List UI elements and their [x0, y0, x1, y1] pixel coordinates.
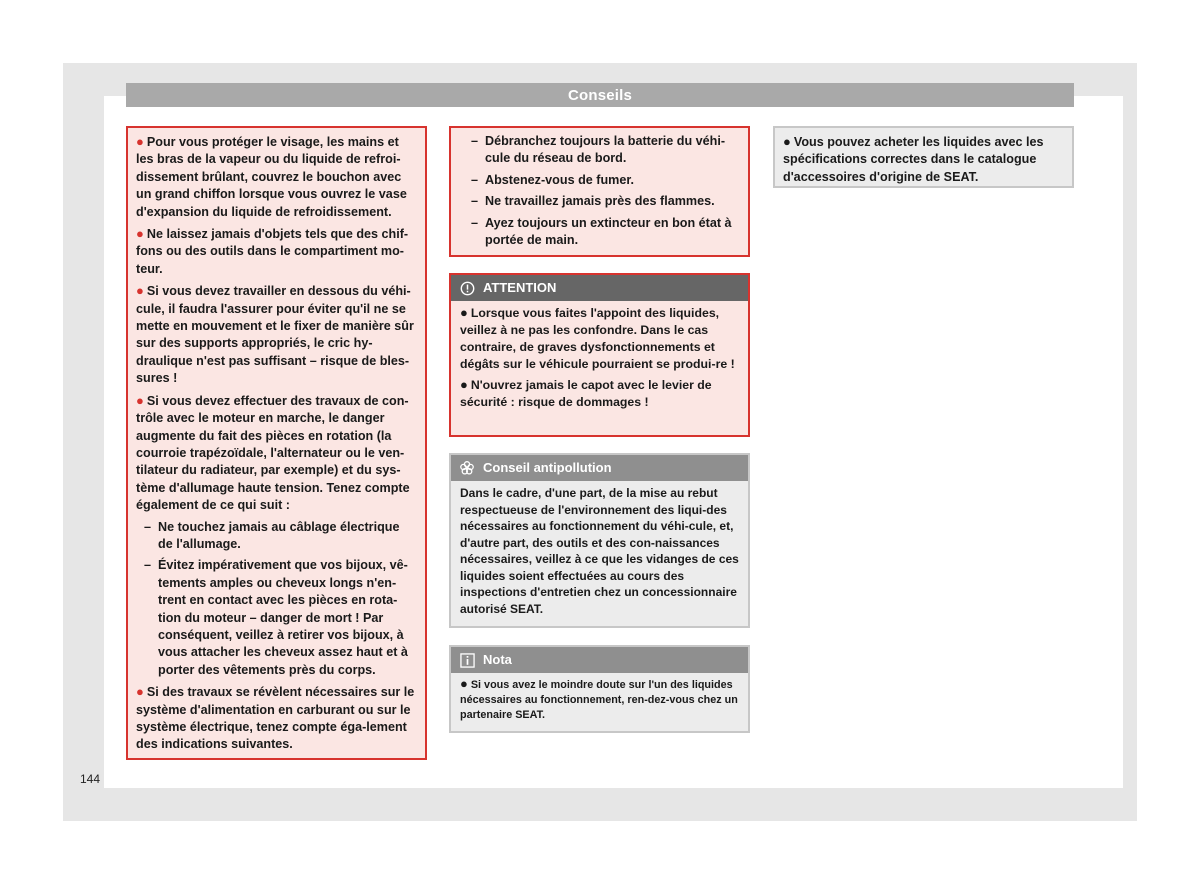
nota-title: Nota — [483, 651, 512, 667]
dash-icon: – — [471, 215, 479, 230]
section-title: Conseils — [126, 83, 1074, 107]
list-item: ● Pour vous protéger le visage, les mains et les bras de la vapeur ou du liquide de refroi-dissement brûlant, couvrez le bouchon avec un grand chiffon lorsque vous ouvrez le vase d'expansion du liquide de refroidissement. — [136, 134, 407, 219]
bullet-icon: ● — [136, 226, 144, 242]
bullet-icon: ● — [136, 392, 144, 408]
list-item: ● Si vous devez effectuer des travaux de con-trôle avec le moteur en marche, le danger augmente du fait des pièces en rotation (la courroie trapézoïdale, l'alternateur ou le ven-tilateur du radiateur, par exemple) et du sys-tème d'allumage haute tension. Tenez compte également de ce qui suit : — [136, 392, 410, 513]
bullet-icon: ● — [460, 376, 468, 392]
attention-header — [451, 275, 748, 301]
nota-header — [451, 647, 748, 673]
list-item: ● Si vous devez travailler en dessous du véhi-cule, il faudra l'assurer pour éviter qu'il ne se mette en mouvement et le fixer de manière sûr sur des supports appropriés, le cric hy-draulique n'est pas suffisant – risque de bles-sures ! — [136, 283, 414, 386]
sub-list-item: – Abstenez-vous de fumer. — [471, 172, 740, 189]
list-item: ● Vous pouvez acheter les liquides avec les spécifications correctes dans le catalogue d'accessoires d'origine de SEAT. — [783, 134, 1044, 184]
list-item: ● N'ouvrez jamais le capot avec le levier de sécurité : risque de dommages ! — [460, 376, 712, 409]
page-number: 144 — [80, 772, 101, 786]
attention-body — [451, 301, 748, 420]
environment-title: Conseil antipollution — [483, 459, 612, 475]
list-item: ● Si vous avez le moindre doute sur l'un des liquides nécessaires au fonctionnement, ren-dez-vous chez un partenaire SEAT. — [460, 676, 738, 721]
sub-list — [459, 133, 740, 249]
bullet-icon: ● — [136, 134, 144, 149]
nota-body — [451, 673, 748, 732]
dash-icon: – — [471, 134, 479, 148]
bullet-icon: ● — [783, 134, 791, 149]
sub-list — [136, 519, 417, 680]
dash-icon: – — [144, 519, 152, 534]
sub-list-item: – Débranchez toujours la batterie du véhi-cule du réseau de bord. — [471, 133, 740, 168]
info-icon — [459, 652, 475, 668]
list-item: ● Si des travaux se révèlent nécessaires sur le système d'alimentation en carburant ou sur le système électrique, tenez compte éga-lement des indications suivantes. — [136, 684, 415, 752]
bullet-icon: ● — [136, 283, 144, 299]
sub-list-item: – Évitez impérativement que vos bijoux, vê-tements amples ou cheveux longs n'en-trent en contact avec les pièces en rota-tion du moteur – danger de mort ! Par conséquent, veillez à retirer vos bijoux, à vous attacher les cheveux assez haut et à porter des vêtements près du corps. — [144, 557, 417, 679]
sub-list-item: – Ayez toujours un extincteur en bon état à portée de main. — [471, 215, 740, 250]
dash-icon: – — [144, 558, 152, 573]
flower-icon — [459, 460, 475, 476]
dash-icon: – — [471, 172, 479, 187]
environment-body — [451, 481, 748, 627]
attention-box — [449, 273, 750, 437]
sub-list-item: – Ne touchez jamais au câblage électrique de l'allumage. — [144, 519, 417, 554]
bullet-icon: ● — [460, 305, 468, 320]
list-item: ● Ne laissez jamais d'objets tels que des chif-fons ou des outils dans le compartiment mo-teur. — [136, 226, 409, 276]
nota-box — [449, 645, 750, 733]
attention-title: ATTENTION — [483, 279, 557, 295]
environment-header — [451, 455, 748, 481]
warning-box-continued — [449, 126, 750, 257]
dash-icon: – — [471, 194, 479, 209]
info-box — [773, 126, 1074, 188]
bullet-icon: ● — [460, 676, 468, 691]
environment-text: Dans le cadre, d'une part, de la mise au rebut respectueuse de l'environnement des liqui-des nécessaires au fonctionnement du véhi-cule, et, d'autre part, des outils et des con-naissances nécessaires, veillez à ce que les vidanges de ces liquides soient effectuées au cours des inspections d'entretien chez un concessionnaire autorisé SEAT. — [460, 486, 739, 616]
warning-box-main — [126, 126, 427, 760]
sub-list-item: – Ne travaillez jamais près des flammes. — [471, 193, 740, 210]
list-item: ● Lorsque vous faites l'appoint des liquides, veillez à ne pas les confondre. Dans le cas contraire, de graves dysfonctionnements et dégâts sur le véhicule pourraient se produi-re ! — [460, 305, 735, 371]
environment-box — [449, 453, 750, 628]
exclamation-circle-icon — [459, 280, 475, 296]
bullet-icon: ● — [136, 684, 144, 700]
